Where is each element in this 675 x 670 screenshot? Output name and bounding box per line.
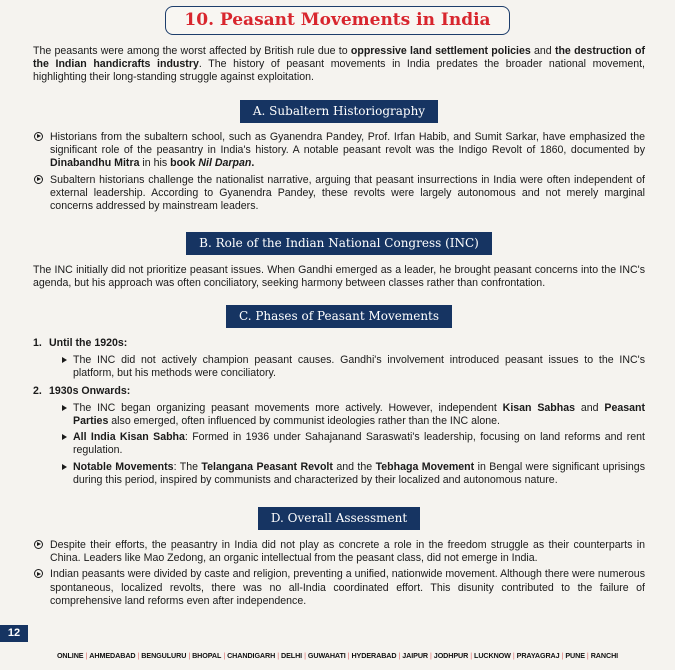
text: Subaltern historians challenge the nationalist narrative, arguing that peasant insurrections in India were often independent of external leadership. According to Gyanendra Pandey, these revolts were largely autonomous and not merely marginal concerns addressed by mainstream leaders.: [50, 173, 645, 213]
bold-text: oppressive land settlement policies: [350, 45, 531, 57]
bold-text: All India Kisan Sabha: [73, 431, 185, 444]
list-item: [61, 354, 645, 380]
text: also emerged, often influenced by communist ideologies rather than the INC alone.: [108, 415, 500, 428]
triangle-bullet-icon: [62, 464, 67, 470]
bold-text: Notable Movements: [73, 460, 174, 473]
bold-text: Telangana Peasant Revolt: [201, 460, 333, 473]
footer-city: ONLINE: [56, 651, 84, 660]
list-item: [61, 461, 645, 487]
bold-text: .: [251, 157, 255, 170]
footer-city: LUCKNOW: [474, 651, 511, 660]
footer-cities: [0, 651, 675, 660]
text: : The: [173, 460, 202, 473]
footer-city: GUWAHATI: [307, 651, 346, 660]
footer-city: JAIPUR: [402, 651, 429, 660]
bold-text: Peasant Parties: [73, 401, 646, 428]
bold-italic-text: Nil Darpan: [198, 157, 252, 170]
phase-list: [33, 337, 645, 487]
section-a: [33, 100, 645, 216]
circle-arrow-icon: [34, 175, 43, 184]
footer-separator: |: [561, 651, 564, 660]
footer-separator: |: [85, 651, 88, 660]
bold-text: Tebhaga Movement: [375, 460, 475, 473]
text: in his: [139, 157, 171, 170]
text: The INC did not actively champion peasant causes. Gandhi's involvement introduced peasant issues to the INC's platform, but his methods were conciliatory.: [73, 354, 645, 380]
footer-separator: |: [223, 651, 226, 660]
footer-city: HYDERABAD: [351, 651, 397, 660]
section-paragraph: The INC initially did not prioritize peasant issues. When Gandhi emerged as a leader, he brought peasant concerns into the INC's agenda, but his approach was often conciliatory, seeking harmony between classes rather than confrontation.: [33, 264, 645, 290]
section-heading: B. Role of the Indian National Congress (INC): [186, 232, 492, 255]
text: Indian peasants were divided by caste and religion, preventing a unified, nationwide movement. Although there were numerous spontaneous, localized revolts, there was no all-India coordinated effort. This disunity contributed to the failure of comprehensive land reforms even after independence.: [50, 568, 645, 607]
footer-separator: |: [304, 651, 306, 660]
footer-separator: |: [430, 651, 432, 660]
circle-arrow-icon: [34, 132, 43, 141]
phase-item: [33, 337, 645, 381]
footer-city: PRAYAGRAJ: [516, 651, 560, 660]
text: The peasants were among the worst affected by British rule due to: [33, 45, 351, 57]
bullet-list: [33, 539, 645, 608]
triangle-bullet-icon: [62, 357, 67, 363]
section-heading: D. Overall Assessment: [258, 507, 420, 530]
text: The INC began organizing peasant movements more actively. However, independent: [73, 401, 503, 414]
text: and: [530, 45, 555, 57]
bullet-list: [33, 131, 645, 213]
footer-separator: |: [137, 651, 140, 660]
page-number: 12: [0, 625, 28, 642]
text: Despite their efforts, the peasantry in India did not play as concrete a role in the freedom struggle as their counterparts in China. Leaders like Mao Zedong, an organic intellectual from the peasant class, did not emerge in India.: [50, 539, 645, 565]
bold-text: Kisan Sabhas: [502, 401, 576, 414]
footer-separator: |: [586, 651, 589, 660]
footer-separator: |: [347, 651, 350, 660]
page-title-wrap: [0, 6, 675, 35]
sub-list: [33, 354, 645, 380]
triangle-bullet-icon: [62, 405, 67, 411]
bold-text: book: [170, 157, 199, 170]
text: in Bengal were significant uprisings during this period, inspired by communists and characterized by their localized and autonomous nature.: [73, 460, 645, 486]
list-item: [61, 402, 645, 428]
footer-separator: |: [188, 651, 191, 660]
triangle-bullet-icon: [62, 434, 67, 440]
intro-block: [33, 45, 645, 85]
text: and the: [332, 460, 376, 473]
bold-text: Dinabandhu Mitra: [50, 157, 140, 170]
circle-arrow-icon: [34, 569, 43, 578]
section-heading: C. Phases of Peasant Movements: [226, 305, 452, 328]
footer-separator: |: [470, 651, 473, 660]
list-item: [33, 568, 645, 608]
footer-separator: |: [277, 651, 279, 660]
phase-title: Until the 1920s:: [49, 337, 128, 349]
footer-city: CHANDIGARH: [227, 651, 276, 660]
text: and: [575, 401, 605, 414]
bold-text: the destruction of the Indian handicrafts industry: [33, 45, 645, 71]
phase-title: 1930s Onwards:: [49, 384, 131, 397]
section-b: [33, 232, 645, 290]
list-item: [33, 174, 645, 214]
phase-number: 2.: [33, 384, 42, 397]
phase-item: [33, 385, 645, 487]
list-item: [61, 431, 645, 457]
footer-separator: |: [512, 651, 515, 660]
intro-paragraph: [33, 45, 645, 85]
footer-city: DELHI: [281, 651, 303, 660]
footer-city: AHMEDABAD: [89, 651, 136, 660]
sub-list: [33, 402, 645, 487]
section-heading: A. Subaltern Historiography: [240, 100, 438, 123]
list-item: [33, 131, 645, 171]
text: Historians from the subaltern school, such as Gyanendra Pandey, Prof. Irfan Habib, and Sumit Sarkar, have emphasized the significant role of the peasantry in India's history. A notable peasant revolt was the Indigo Revolt of 1860, documented by: [50, 131, 645, 157]
footer-city: JODHPUR: [433, 651, 469, 660]
footer-city: BHOPAL: [192, 651, 222, 660]
phase-number: 1.: [33, 337, 42, 349]
circle-arrow-icon: [34, 540, 43, 549]
text: . The history of peasant movements in India predates the broader national movement, highlighting their long-standing struggle against exploitation.: [33, 58, 645, 84]
footer-city: BENGULURU: [141, 651, 187, 660]
list-item: [33, 539, 645, 565]
section-d: [33, 507, 645, 611]
footer-city: PUNE: [565, 651, 585, 660]
footer-separator: |: [398, 651, 401, 660]
page-title: 10. Peasant Movements in India: [165, 6, 509, 35]
text: : Formed in 1936 under Sahajanand Saraswati's leadership, focusing on land reforms and rent regulation.: [73, 431, 645, 457]
footer-city: RANCHI: [590, 651, 619, 660]
section-c: [33, 305, 645, 491]
